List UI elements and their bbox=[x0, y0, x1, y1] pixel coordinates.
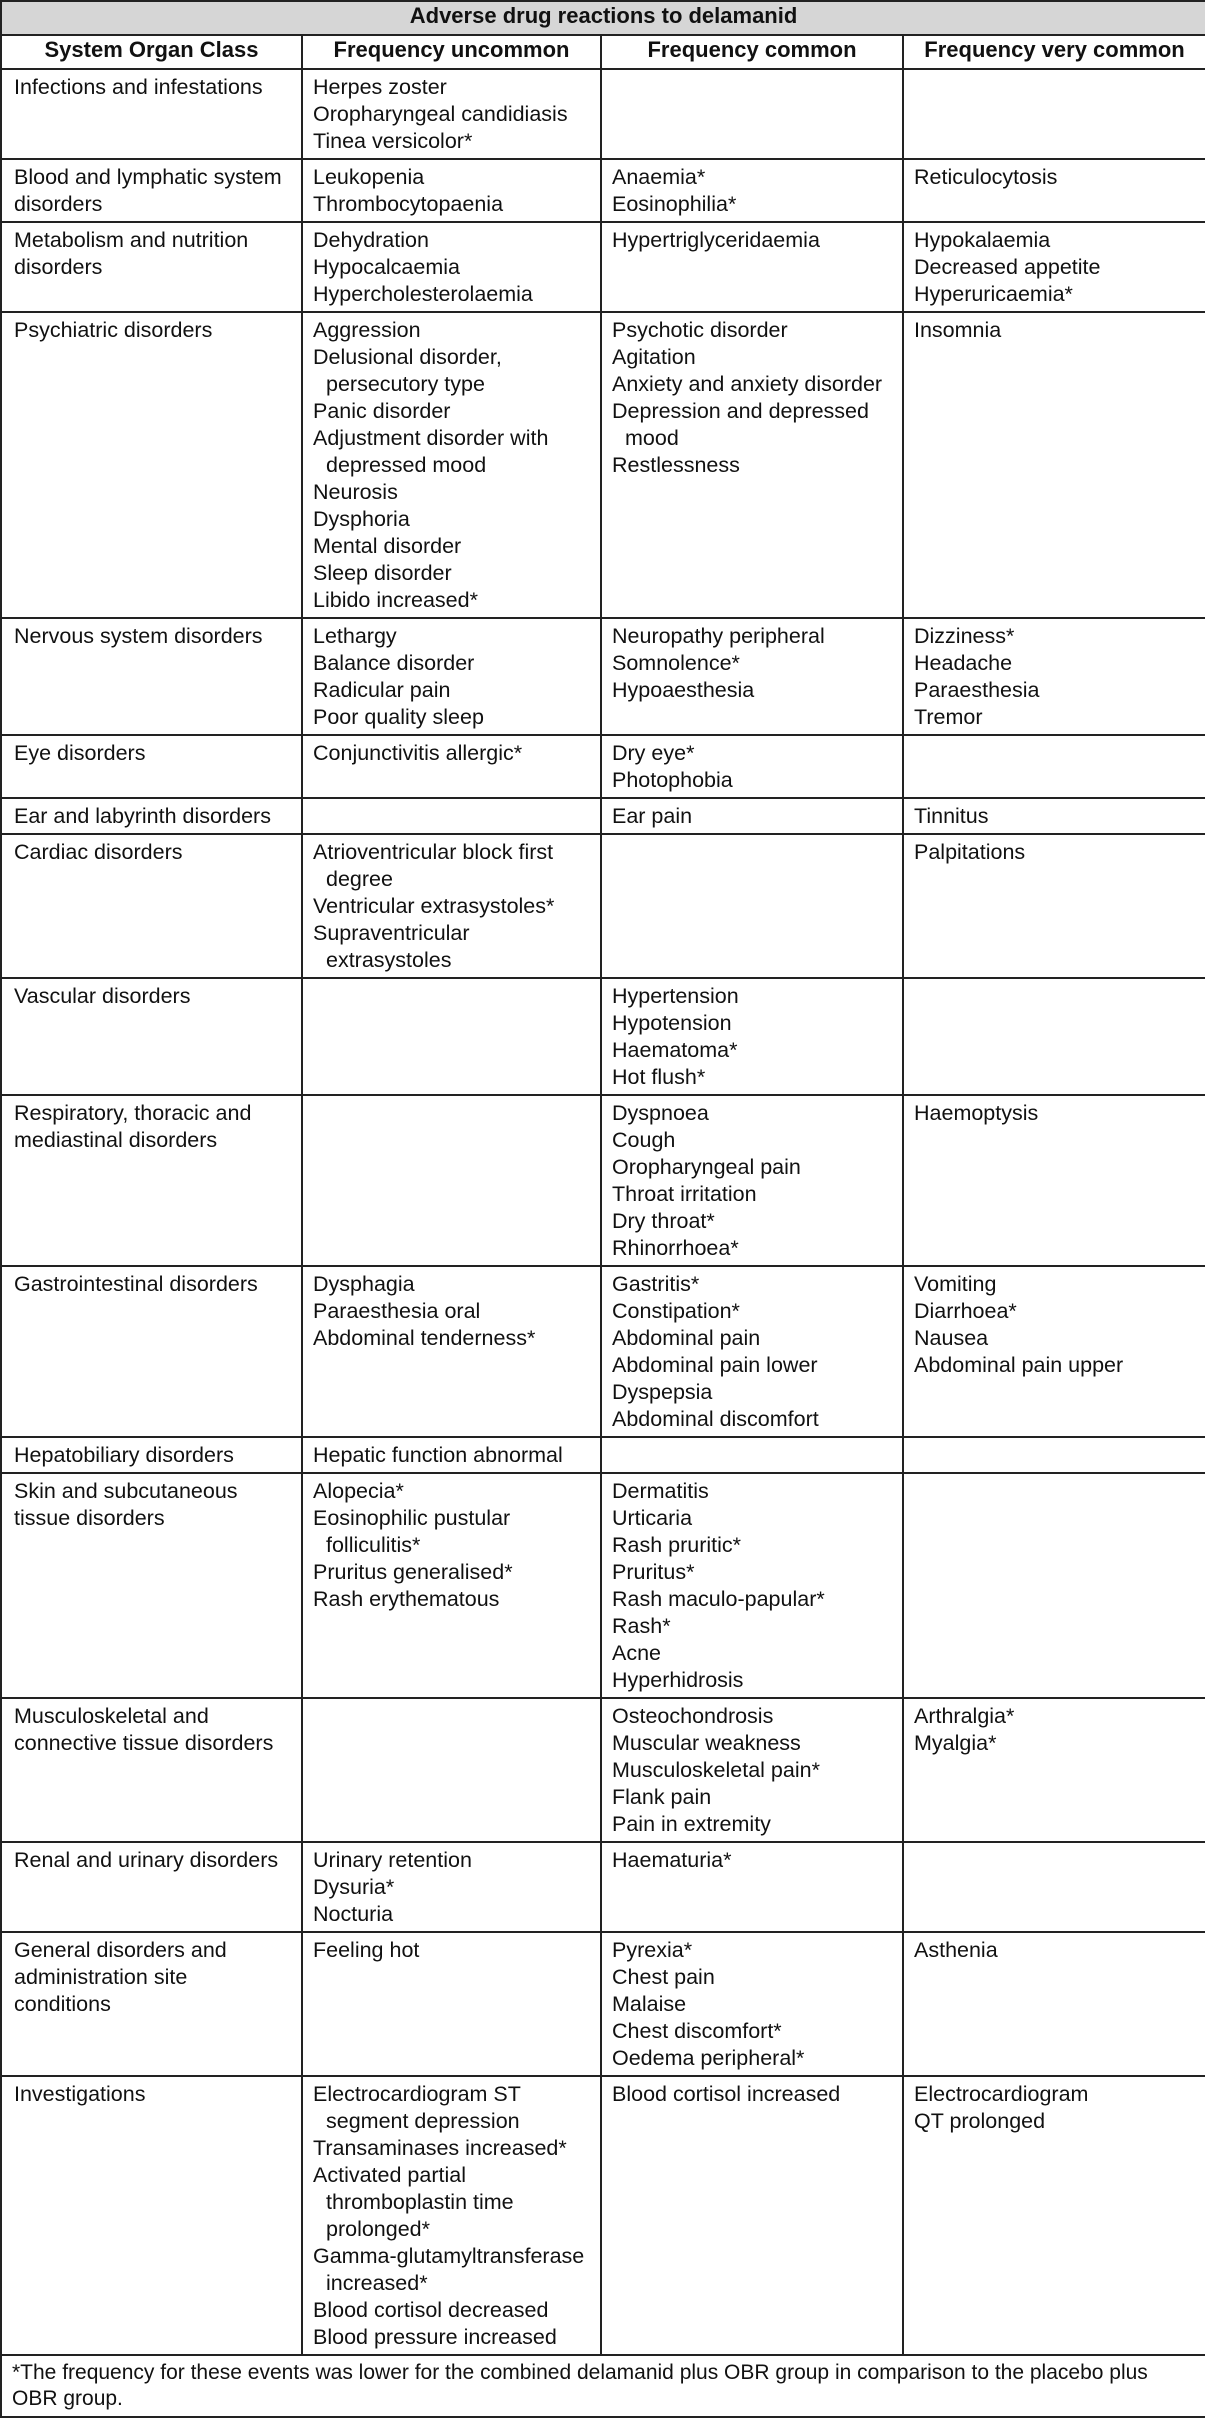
uncommon-cell bbox=[302, 1437, 601, 1473]
cell-line: Blood and lymphatic system bbox=[14, 165, 282, 189]
very-common-cell bbox=[903, 1266, 1205, 1437]
cell-line: Abdominal pain bbox=[612, 1326, 761, 1350]
cell-line: connective tissue disorders bbox=[14, 1731, 274, 1755]
cell-line: Oedema peripheral* bbox=[612, 2046, 805, 2070]
very-common-cell bbox=[903, 222, 1205, 312]
cell-line: Urinary retention bbox=[313, 1848, 472, 1872]
cell-line: Insomnia bbox=[914, 318, 1002, 342]
cell-line: Herpes zoster bbox=[313, 75, 447, 99]
cell-line: Musculoskeletal and bbox=[14, 1704, 209, 1728]
cell-line: tissue disorders bbox=[14, 1506, 165, 1530]
cell-line: Abdominal tenderness* bbox=[313, 1326, 536, 1350]
cell-line: Ear pain bbox=[612, 804, 693, 828]
cell-line: QT prolonged bbox=[914, 2109, 1046, 2133]
cell-line: Adjustment disorder with bbox=[313, 426, 549, 450]
header-frequency-common: Frequency common bbox=[601, 35, 903, 69]
cell-line: Rhinorrhoea* bbox=[612, 1236, 739, 1260]
cell-line: Neurosis bbox=[313, 480, 398, 504]
uncommon-cell bbox=[302, 1932, 601, 2076]
cell-line: Headache bbox=[914, 651, 1013, 675]
cell-line: segment depression bbox=[326, 2109, 520, 2133]
cell-line: Asthenia bbox=[914, 1938, 998, 1962]
system-organ-class-cell bbox=[1, 978, 302, 1095]
cell-line: Flank pain bbox=[612, 1785, 712, 1809]
very-common-cell bbox=[903, 1842, 1205, 1932]
cell-line: Panic disorder bbox=[313, 399, 451, 423]
table-row bbox=[1, 1266, 1205, 1437]
cell-line: Aggression bbox=[313, 318, 421, 342]
common-cell bbox=[601, 69, 903, 159]
cell-line: Anxiety and anxiety disorder bbox=[612, 372, 883, 396]
cell-line: Oropharyngeal candidiasis bbox=[313, 102, 568, 126]
common-cell bbox=[601, 1842, 903, 1932]
cell-line: Hypertension bbox=[612, 984, 739, 1008]
cell-line: Dehydration bbox=[313, 228, 429, 252]
very-common-cell bbox=[903, 1473, 1205, 1698]
very-common-cell bbox=[903, 618, 1205, 735]
cell-line: Reticulocytosis bbox=[914, 165, 1058, 189]
cell-line: Hypertriglyceridaemia bbox=[612, 228, 820, 252]
table-row bbox=[1, 222, 1205, 312]
common-cell bbox=[601, 1473, 903, 1698]
cell-line: Somnolence* bbox=[612, 651, 740, 675]
table-row bbox=[1, 978, 1205, 1095]
cell-line: Agitation bbox=[612, 345, 696, 369]
system-organ-class-cell bbox=[1, 1698, 302, 1842]
cell-line: degree bbox=[326, 867, 393, 891]
cell-line: Dizziness* bbox=[914, 624, 1015, 648]
very-common-cell bbox=[903, 735, 1205, 798]
cell-line: Hypoaesthesia bbox=[612, 678, 755, 702]
uncommon-cell bbox=[302, 1473, 601, 1698]
system-organ-class-cell bbox=[1, 2076, 302, 2355]
common-cell bbox=[601, 312, 903, 618]
cell-line: Leukopenia bbox=[313, 165, 425, 189]
very-common-cell bbox=[903, 312, 1205, 618]
cell-line: Decreased appetite bbox=[914, 255, 1101, 279]
system-organ-class-cell bbox=[1, 312, 302, 618]
cell-line: Hepatic function abnormal bbox=[313, 1443, 563, 1467]
cell-line: Blood cortisol decreased bbox=[313, 2298, 549, 2322]
cell-line: Dry eye* bbox=[612, 741, 695, 765]
cell-line: Oropharyngeal pain bbox=[612, 1155, 801, 1179]
cell-line: Hyperhidrosis bbox=[612, 1668, 744, 1692]
cell-line: conditions bbox=[14, 1992, 111, 2016]
header-frequency-uncommon: Frequency uncommon bbox=[302, 35, 601, 69]
cell-line: Eye disorders bbox=[14, 741, 146, 765]
cell-line: Rash erythematous bbox=[313, 1587, 500, 1611]
cell-line: Ventricular extrasystoles* bbox=[313, 894, 555, 918]
cell-line: Rash maculo-papular* bbox=[612, 1587, 825, 1611]
common-cell bbox=[601, 1932, 903, 2076]
cell-line: Nausea bbox=[914, 1326, 989, 1350]
cell-line: Dyspepsia bbox=[612, 1380, 713, 1404]
uncommon-cell bbox=[302, 2076, 601, 2355]
common-cell bbox=[601, 834, 903, 978]
common-cell bbox=[601, 1095, 903, 1266]
cell-line: Psychotic disorder bbox=[612, 318, 788, 342]
table-row bbox=[1, 159, 1205, 222]
cell-line: Cough bbox=[612, 1128, 676, 1152]
cell-line: Dyspnoea bbox=[612, 1101, 709, 1125]
cell-line: Palpitations bbox=[914, 840, 1026, 864]
cell-line: General disorders and bbox=[14, 1938, 227, 1962]
common-cell bbox=[601, 735, 903, 798]
very-common-cell bbox=[903, 834, 1205, 978]
very-common-cell bbox=[903, 1698, 1205, 1842]
cell-line: Supraventricular bbox=[313, 921, 470, 945]
cell-line: Mental disorder bbox=[313, 534, 462, 558]
cell-line: Renal and urinary disorders bbox=[14, 1848, 279, 1872]
cell-line: Tremor bbox=[914, 705, 983, 729]
cell-line: Hypocalcaemia bbox=[313, 255, 460, 279]
system-organ-class-cell bbox=[1, 222, 302, 312]
cell-line: Ear and labyrinth disorders bbox=[14, 804, 271, 828]
cell-line: Vomiting bbox=[914, 1272, 997, 1296]
cell-line: Psychiatric disorders bbox=[14, 318, 213, 342]
cell-line: Blood cortisol increased bbox=[612, 2082, 841, 2106]
cell-line: extrasystoles bbox=[326, 948, 452, 972]
cell-line: Conjunctivitis allergic* bbox=[313, 741, 523, 765]
cell-line: Rash pruritic* bbox=[612, 1533, 742, 1557]
system-organ-class-cell bbox=[1, 1842, 302, 1932]
header-frequency-very-common: Frequency very common bbox=[903, 35, 1205, 69]
cell-line: disorders bbox=[14, 192, 103, 216]
cell-line: Osteochondrosis bbox=[612, 1704, 774, 1728]
cell-line: Anaemia* bbox=[612, 165, 706, 189]
very-common-cell bbox=[903, 69, 1205, 159]
cell-line: Hyperuricaemia* bbox=[914, 282, 1073, 306]
uncommon-cell bbox=[302, 1842, 601, 1932]
cell-line: Chest discomfort* bbox=[612, 2019, 782, 2043]
cell-line: Electrocardiogram ST bbox=[313, 2082, 521, 2106]
cell-line: Activated partial bbox=[313, 2163, 466, 2187]
cell-line: Poor quality sleep bbox=[313, 705, 484, 729]
cell-line: Haematuria* bbox=[612, 1848, 732, 1872]
common-cell bbox=[601, 798, 903, 834]
table-row bbox=[1, 312, 1205, 618]
cell-line: Metabolism and nutrition bbox=[14, 228, 249, 252]
system-organ-class-cell bbox=[1, 1932, 302, 2076]
system-organ-class-cell bbox=[1, 1095, 302, 1266]
cell-line: Pruritus* bbox=[612, 1560, 695, 1584]
cell-line: Hypokalaemia bbox=[914, 228, 1051, 252]
common-cell bbox=[601, 1698, 903, 1842]
cell-line: increased* bbox=[326, 2271, 428, 2295]
system-organ-class-cell bbox=[1, 69, 302, 159]
cell-line: mediastinal disorders bbox=[14, 1128, 218, 1152]
cell-line: Skin and subcutaneous bbox=[14, 1479, 238, 1503]
cell-line: Paraesthesia oral bbox=[313, 1299, 481, 1323]
system-organ-class-cell bbox=[1, 159, 302, 222]
very-common-cell bbox=[903, 1095, 1205, 1266]
cell-line: Transaminases increased* bbox=[313, 2136, 567, 2160]
cell-line: Balance disorder bbox=[313, 651, 475, 675]
cell-line: Gastritis* bbox=[612, 1272, 700, 1296]
system-organ-class-cell bbox=[1, 1473, 302, 1698]
cell-line: Abdominal pain upper bbox=[914, 1353, 1124, 1377]
cell-line: Malaise bbox=[612, 1992, 687, 2016]
cell-line: Gastrointestinal disorders bbox=[14, 1272, 258, 1296]
common-cell bbox=[601, 159, 903, 222]
cell-line: Haematoma* bbox=[612, 1038, 738, 1062]
cell-line: Feeling hot bbox=[313, 1938, 420, 1962]
cell-line: Atrioventricular block first bbox=[313, 840, 554, 864]
cell-line: Nocturia bbox=[313, 1902, 394, 1926]
cell-line: Radicular pain bbox=[313, 678, 451, 702]
cell-line: Arthralgia* bbox=[914, 1704, 1015, 1728]
cell-line: Throat irritation bbox=[612, 1182, 757, 1206]
cell-line: Photophobia bbox=[612, 768, 733, 792]
table-footnote: *The frequency for these events was lower for the combined delamanid plus OBR group in comparison to the placebo plus OBR group. bbox=[1, 2355, 1205, 2417]
cell-line: Restlessness bbox=[612, 453, 740, 477]
cell-line: Hepatobiliary disorders bbox=[14, 1443, 234, 1467]
cell-line: Constipation* bbox=[612, 1299, 740, 1323]
table-row bbox=[1, 834, 1205, 978]
cell-line: Muscular weakness bbox=[612, 1731, 801, 1755]
table-row bbox=[1, 618, 1205, 735]
cell-line: Investigations bbox=[14, 2082, 146, 2106]
system-organ-class-cell bbox=[1, 618, 302, 735]
cell-line: Sleep disorder bbox=[313, 561, 452, 585]
table-body bbox=[1, 69, 1205, 2355]
cell-line: Thrombocytopaenia bbox=[313, 192, 504, 216]
cell-line: Hypercholesterolaemia bbox=[313, 282, 533, 306]
cell-line: Electrocardiogram bbox=[914, 2082, 1089, 2106]
cell-line: Delusional disorder, bbox=[313, 345, 502, 369]
common-cell bbox=[601, 2076, 903, 2355]
cell-line: prolonged* bbox=[326, 2217, 431, 2241]
cell-line: Depression and depressed bbox=[612, 399, 869, 423]
cell-line: Tinnitus bbox=[914, 804, 989, 828]
very-common-cell bbox=[903, 2076, 1205, 2355]
cell-line: Infections and infestations bbox=[14, 75, 263, 99]
cell-line: Musculoskeletal pain* bbox=[612, 1758, 820, 1782]
common-cell bbox=[601, 1266, 903, 1437]
uncommon-cell bbox=[302, 834, 601, 978]
cell-line: Alopecia* bbox=[313, 1479, 404, 1503]
cell-line: Hypotension bbox=[612, 1011, 732, 1035]
cell-line: mood bbox=[625, 426, 679, 450]
common-cell bbox=[601, 222, 903, 312]
system-organ-class-cell bbox=[1, 798, 302, 834]
uncommon-cell bbox=[302, 69, 601, 159]
uncommon-cell bbox=[302, 1095, 601, 1266]
table-row bbox=[1, 1698, 1205, 1842]
cell-line: Eosinophilic pustular bbox=[313, 1506, 511, 1530]
very-common-cell bbox=[903, 978, 1205, 1095]
system-organ-class-cell bbox=[1, 1437, 302, 1473]
cell-line: Haemoptysis bbox=[914, 1101, 1039, 1125]
table-row bbox=[1, 1437, 1205, 1473]
cell-line: Cardiac disorders bbox=[14, 840, 183, 864]
uncommon-cell bbox=[302, 1266, 601, 1437]
cell-line: Gamma-glutamyltransferase bbox=[313, 2244, 585, 2268]
uncommon-cell bbox=[302, 312, 601, 618]
uncommon-cell bbox=[302, 978, 601, 1095]
cell-line: Dysphagia bbox=[313, 1272, 415, 1296]
cell-line: Blood pressure increased bbox=[313, 2325, 557, 2349]
common-cell bbox=[601, 618, 903, 735]
table-row bbox=[1, 1932, 1205, 2076]
header-system-organ-class: System Organ Class bbox=[1, 35, 302, 69]
cell-line: disorders bbox=[14, 255, 103, 279]
uncommon-cell bbox=[302, 222, 601, 312]
cell-line: depressed mood bbox=[326, 453, 487, 477]
cell-line: Eosinophilia* bbox=[612, 192, 737, 216]
cell-line: Libido increased* bbox=[313, 588, 478, 612]
cell-line: Diarrhoea* bbox=[914, 1299, 1017, 1323]
uncommon-cell bbox=[302, 159, 601, 222]
cell-line: Hot flush* bbox=[612, 1065, 706, 1089]
cell-line: Vascular disorders bbox=[14, 984, 191, 1008]
cell-line: administration site bbox=[14, 1965, 188, 1989]
cell-line: Dry throat* bbox=[612, 1209, 715, 1233]
cell-line: Neuropathy peripheral bbox=[612, 624, 825, 648]
system-organ-class-cell bbox=[1, 735, 302, 798]
cell-line: Myalgia* bbox=[914, 1731, 997, 1755]
system-organ-class-cell bbox=[1, 834, 302, 978]
table-row bbox=[1, 1842, 1205, 1932]
cell-line: Pruritus generalised* bbox=[313, 1560, 513, 1584]
cell-line: Abdominal discomfort bbox=[612, 1407, 819, 1431]
cell-line: persecutory type bbox=[326, 372, 485, 396]
cell-line: Rash* bbox=[612, 1614, 671, 1638]
very-common-cell bbox=[903, 1932, 1205, 2076]
table-row bbox=[1, 1473, 1205, 1698]
cell-line: folliculitis* bbox=[326, 1533, 421, 1557]
cell-line: Urticaria bbox=[612, 1506, 693, 1530]
very-common-cell bbox=[903, 159, 1205, 222]
cell-line: thromboplastin time bbox=[326, 2190, 514, 2214]
system-organ-class-cell bbox=[1, 1266, 302, 1437]
table-row bbox=[1, 735, 1205, 798]
cell-line: Dermatitis bbox=[612, 1479, 709, 1503]
cell-line: Pain in extremity bbox=[612, 1812, 771, 1836]
cell-line: Tinea versicolor* bbox=[313, 129, 473, 153]
cell-line: Lethargy bbox=[313, 624, 397, 648]
cell-line: Dysuria* bbox=[313, 1875, 395, 1899]
cell-line: Pyrexia* bbox=[612, 1938, 693, 1962]
uncommon-cell bbox=[302, 618, 601, 735]
table-row bbox=[1, 1095, 1205, 1266]
very-common-cell bbox=[903, 798, 1205, 834]
common-cell bbox=[601, 1437, 903, 1473]
cell-line: Nervous system disorders bbox=[14, 624, 263, 648]
very-common-cell bbox=[903, 1437, 1205, 1473]
cell-line: Chest pain bbox=[612, 1965, 715, 1989]
cell-line: Dysphoria bbox=[313, 507, 410, 531]
cell-line: Abdominal pain lower bbox=[612, 1353, 818, 1377]
cell-line: Paraesthesia bbox=[914, 678, 1040, 702]
table-title: Adverse drug reactions to delamanid bbox=[1, 1, 1205, 35]
cell-line: Acne bbox=[612, 1641, 662, 1665]
uncommon-cell bbox=[302, 735, 601, 798]
cell-line: Respiratory, thoracic and bbox=[14, 1101, 252, 1125]
table-row bbox=[1, 69, 1205, 159]
uncommon-cell bbox=[302, 1698, 601, 1842]
table-row bbox=[1, 2076, 1205, 2355]
common-cell bbox=[601, 978, 903, 1095]
uncommon-cell bbox=[302, 798, 601, 834]
table-row bbox=[1, 798, 1205, 834]
